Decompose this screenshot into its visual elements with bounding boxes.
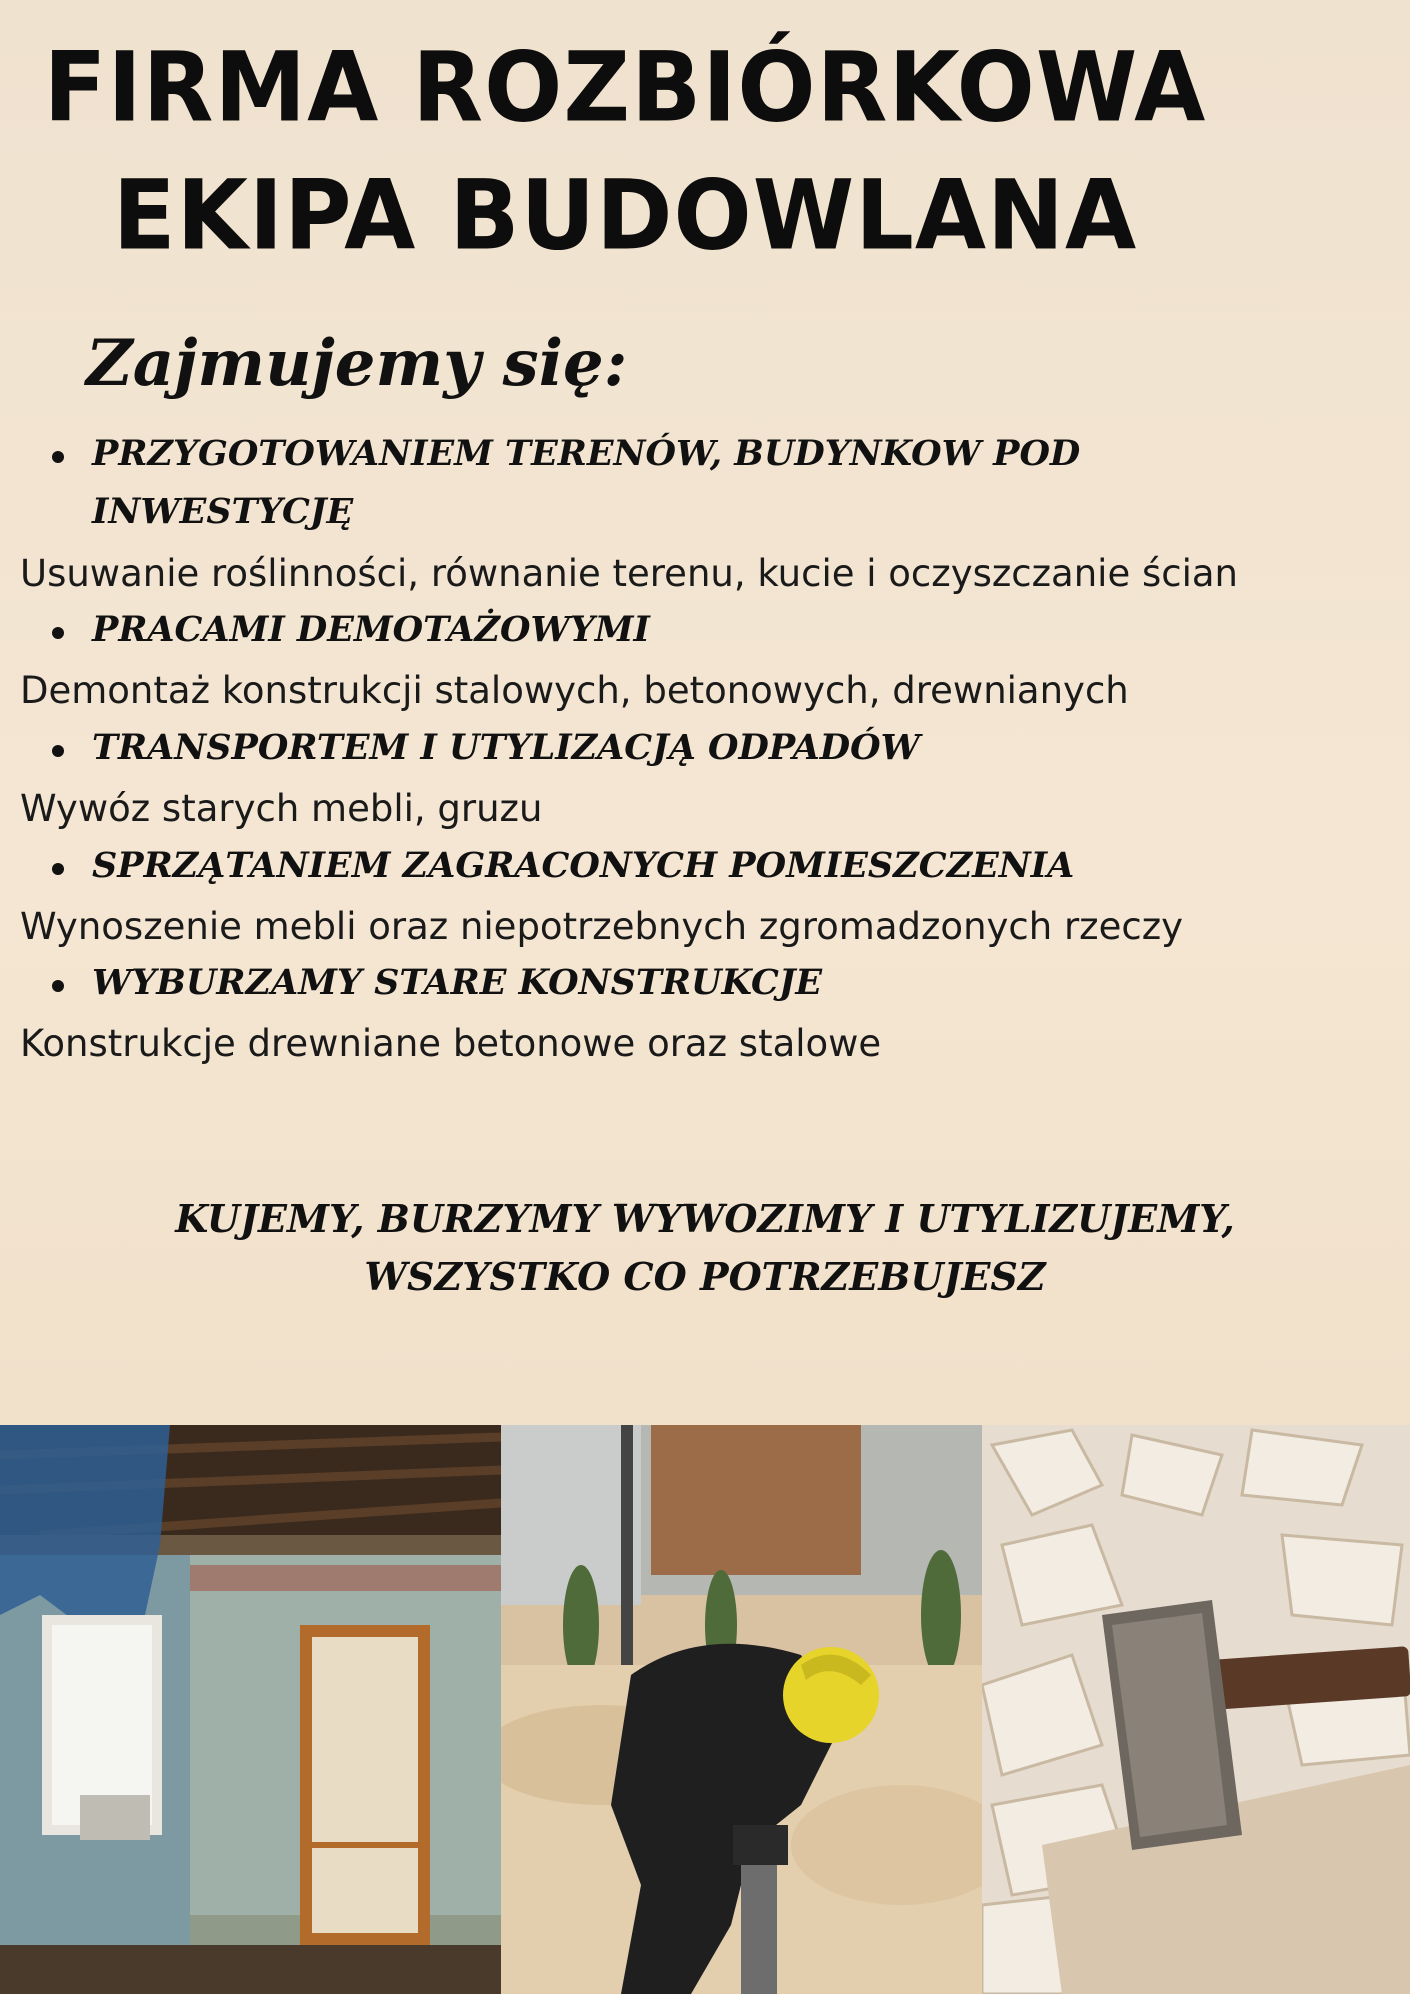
sledgehammer-rubble-photo [982,1425,1410,1994]
service-title-2: PRACAMI DEMOTAŻOWYMI [92,609,650,650]
abandoned-room-photo [0,1425,501,1994]
photo-strip [0,1425,1410,1994]
bullet-icon [52,451,64,463]
service-desc-4: Wynoszenie mebli oraz niepotrzebnych zgromadzonych rzeczy [20,905,1184,948]
service-desc-1: Usuwanie roślinności, równanie terenu, kucie i oczyszczanie ścian [20,552,1239,595]
slogan-line-1: KUJEMY, BURZYMY WYWOZIMY I UTYLIZUJEMY, [175,1196,1235,1241]
services-heading: Zajmujemy się: [86,326,628,401]
slogan-line-2: WSZYSTKO CO POTRZEBUJESZ [364,1254,1046,1299]
bullet-icon [52,745,64,757]
service-title-1: PRZYGOTOWANIEM TERENÓW, BUDYNKOW POD [92,433,1081,474]
service-title-3: TRANSPORTEM I UTYLIZACJĄ ODPADÓW [92,727,920,768]
service-title-1-cont: INWESTYCJĘ [92,491,354,532]
title-line-2: EKIPA BUDOWLANA [112,159,1138,272]
bullet-icon [52,627,64,639]
service-desc-2: Demontaż konstrukcji stalowych, betonowych, drewnianych [20,669,1129,712]
worker-jackhammer-photo [501,1425,982,1994]
service-title-4: SPRZĄTANIEM ZAGRACONYCH POMIESZCZENIA [92,845,1075,886]
service-desc-3: Wywóz starych mebli, gruzu [20,787,543,830]
bullet-icon [52,863,64,875]
service-title-5: WYBURZAMY STARE KONSTRUKCJE [92,962,823,1003]
bullet-icon [52,980,64,992]
service-desc-5: Konstrukcje drewniane betonowe oraz stalowe [20,1022,882,1065]
title-line-1: FIRMA ROZBIÓRKOWA [43,31,1207,144]
